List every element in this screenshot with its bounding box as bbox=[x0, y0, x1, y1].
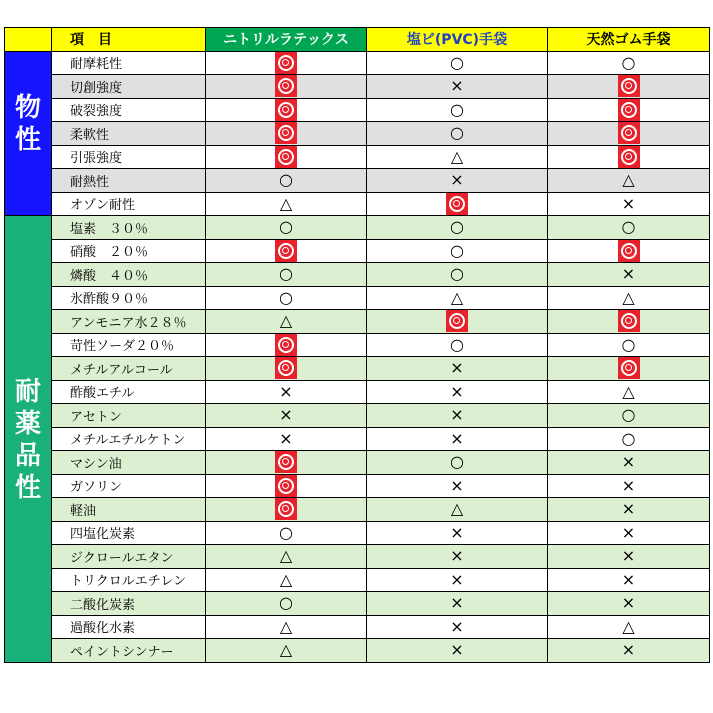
pvc-rating-cell bbox=[367, 145, 548, 169]
cross-icon: × bbox=[621, 452, 636, 472]
table-row bbox=[5, 568, 710, 592]
pvc-rating-cell bbox=[367, 568, 548, 592]
rubber-rating-cell bbox=[548, 51, 710, 75]
rubber-rating-cell bbox=[548, 216, 710, 240]
circle-icon: ○ bbox=[450, 264, 464, 284]
row-label: 過酸化水素 bbox=[52, 615, 206, 639]
cross-icon: × bbox=[450, 616, 464, 636]
table-body bbox=[5, 51, 710, 662]
double-circle-icon bbox=[275, 122, 297, 144]
cross-icon: × bbox=[279, 381, 293, 401]
cross-icon: × bbox=[621, 593, 636, 613]
nitrile-rating-cell bbox=[206, 615, 367, 639]
pvc-rating-cell bbox=[367, 239, 548, 263]
nitrile-rating-cell bbox=[206, 192, 367, 216]
category-char: 耐 bbox=[14, 377, 41, 407]
row-label: 柔軟性 bbox=[52, 122, 206, 146]
rubber-rating-cell bbox=[548, 145, 710, 169]
triangle-icon: △ bbox=[279, 311, 293, 331]
rubber-rating-cell bbox=[548, 404, 710, 428]
pvc-rating-cell bbox=[367, 122, 548, 146]
cross-icon: × bbox=[450, 546, 464, 566]
pvc-rating-cell bbox=[367, 169, 548, 193]
nitrile-rating-cell bbox=[206, 545, 367, 569]
nitrile-rating-cell bbox=[206, 474, 367, 498]
cross-icon: × bbox=[450, 475, 464, 495]
row-label: 氷酢酸９０％ bbox=[52, 286, 206, 310]
double-circle-icon bbox=[446, 193, 468, 215]
table-row bbox=[5, 239, 710, 263]
table-row bbox=[5, 615, 710, 639]
pvc-rating-cell bbox=[367, 498, 548, 522]
pvc-rating-cell bbox=[367, 521, 548, 545]
circle-icon: ○ bbox=[450, 217, 464, 237]
row-label: アセトン bbox=[52, 404, 206, 428]
circle-icon: ○ bbox=[621, 217, 636, 237]
row-label: メチルエチルケトン bbox=[52, 427, 206, 451]
pvc-rating-cell bbox=[367, 357, 548, 381]
header-nitrile: ニトリルラテックス bbox=[206, 28, 367, 52]
table-row bbox=[5, 263, 710, 287]
table-row bbox=[5, 216, 710, 240]
double-circle-icon bbox=[618, 146, 640, 168]
row-label: 酢酸エチル bbox=[52, 380, 206, 404]
row-label: オゾン耐性 bbox=[52, 192, 206, 216]
pvc-rating-cell bbox=[367, 380, 548, 404]
circle-icon: ○ bbox=[279, 522, 293, 542]
double-circle-icon bbox=[275, 498, 297, 520]
pvc-rating-cell bbox=[367, 427, 548, 451]
rubber-rating-cell bbox=[548, 592, 710, 616]
double-circle-icon bbox=[275, 99, 297, 121]
table-row bbox=[5, 474, 710, 498]
category-char: 薬 bbox=[14, 409, 41, 439]
rubber-rating-cell bbox=[548, 615, 710, 639]
circle-icon: ○ bbox=[450, 334, 464, 354]
rubber-rating-cell bbox=[548, 310, 710, 334]
header-rubber: 天然ゴム手袋 bbox=[548, 28, 710, 52]
rubber-rating-cell bbox=[548, 357, 710, 381]
circle-icon: ○ bbox=[450, 240, 464, 260]
table-row bbox=[5, 98, 710, 122]
row-label: 四塩化炭素 bbox=[52, 521, 206, 545]
cross-icon: × bbox=[450, 405, 464, 425]
physical-category-label bbox=[5, 51, 52, 216]
cross-icon: × bbox=[450, 640, 464, 660]
pvc-rating-cell bbox=[367, 216, 548, 240]
row-label: ペイントシンナー bbox=[52, 639, 206, 663]
rubber-rating-cell bbox=[548, 192, 710, 216]
nitrile-rating-cell bbox=[206, 404, 367, 428]
triangle-icon: △ bbox=[279, 193, 293, 213]
table-row bbox=[5, 51, 710, 75]
cross-icon: × bbox=[621, 640, 636, 660]
pvc-rating-cell bbox=[367, 333, 548, 357]
triangle-icon: △ bbox=[622, 381, 635, 401]
rubber-rating-cell bbox=[548, 521, 710, 545]
nitrile-rating-cell bbox=[206, 380, 367, 404]
cross-icon: × bbox=[450, 522, 464, 542]
category-char: 品 bbox=[14, 441, 41, 471]
cross-icon: × bbox=[621, 193, 636, 213]
nitrile-rating-cell bbox=[206, 98, 367, 122]
row-label: 引張強度 bbox=[52, 145, 206, 169]
cross-icon: × bbox=[621, 264, 636, 284]
triangle-icon: △ bbox=[622, 287, 635, 307]
triangle-icon: △ bbox=[450, 287, 464, 307]
row-label: ジクロールエタン bbox=[52, 545, 206, 569]
nitrile-rating-cell bbox=[206, 568, 367, 592]
double-circle-icon bbox=[618, 99, 640, 121]
nitrile-rating-cell bbox=[206, 451, 367, 475]
double-circle-icon bbox=[275, 146, 297, 168]
table-row bbox=[5, 357, 710, 381]
row-label: 燐酸 ４０％ bbox=[52, 263, 206, 287]
circle-icon: ○ bbox=[450, 452, 464, 472]
circle-icon: ○ bbox=[279, 264, 293, 284]
rubber-rating-cell bbox=[548, 380, 710, 404]
double-circle-icon bbox=[618, 310, 640, 332]
circle-icon: ○ bbox=[621, 334, 636, 354]
table-row bbox=[5, 521, 710, 545]
category-char: 性 bbox=[14, 473, 41, 503]
table-row bbox=[5, 427, 710, 451]
pvc-rating-cell bbox=[367, 474, 548, 498]
rubber-rating-cell bbox=[548, 451, 710, 475]
pvc-rating-cell bbox=[367, 192, 548, 216]
chemical-category-label bbox=[5, 216, 52, 663]
double-circle-icon bbox=[618, 122, 640, 144]
row-label: トリクロルエチレン bbox=[52, 568, 206, 592]
table-row bbox=[5, 380, 710, 404]
table-row bbox=[5, 498, 710, 522]
circle-icon: ○ bbox=[279, 287, 293, 307]
nitrile-rating-cell bbox=[206, 521, 367, 545]
circle-icon: ○ bbox=[450, 99, 464, 119]
row-label: 耐摩耗性 bbox=[52, 51, 206, 75]
nitrile-rating-cell bbox=[206, 310, 367, 334]
table-row bbox=[5, 404, 710, 428]
nitrile-rating-cell bbox=[206, 169, 367, 193]
table-row bbox=[5, 286, 710, 310]
pvc-rating-cell bbox=[367, 545, 548, 569]
double-circle-icon bbox=[275, 334, 297, 356]
table-row bbox=[5, 545, 710, 569]
pvc-rating-cell bbox=[367, 310, 548, 334]
cross-icon: × bbox=[450, 76, 464, 96]
nitrile-rating-cell bbox=[206, 216, 367, 240]
rubber-rating-cell bbox=[548, 75, 710, 99]
circle-icon: ○ bbox=[279, 593, 293, 613]
nitrile-rating-cell bbox=[206, 51, 367, 75]
triangle-icon: △ bbox=[279, 546, 293, 566]
cross-icon: × bbox=[450, 381, 464, 401]
pvc-rating-cell bbox=[367, 51, 548, 75]
category-char: 物 bbox=[14, 92, 41, 123]
rubber-rating-cell bbox=[548, 545, 710, 569]
row-label: 耐熱性 bbox=[52, 169, 206, 193]
circle-icon: ○ bbox=[450, 123, 464, 143]
table-row bbox=[5, 122, 710, 146]
row-label: 切創強度 bbox=[52, 75, 206, 99]
rubber-rating-cell bbox=[548, 568, 710, 592]
table-row bbox=[5, 145, 710, 169]
row-label: 塩素 ３０％ bbox=[52, 216, 206, 240]
double-circle-icon bbox=[618, 240, 640, 262]
rubber-rating-cell bbox=[548, 639, 710, 663]
triangle-icon: △ bbox=[279, 640, 293, 660]
nitrile-rating-cell bbox=[206, 333, 367, 357]
nitrile-rating-cell bbox=[206, 145, 367, 169]
nitrile-rating-cell bbox=[206, 239, 367, 263]
triangle-icon: △ bbox=[622, 616, 635, 636]
rubber-rating-cell bbox=[548, 333, 710, 357]
double-circle-icon bbox=[275, 451, 297, 473]
nitrile-rating-cell bbox=[206, 498, 367, 522]
triangle-icon: △ bbox=[622, 170, 635, 190]
circle-icon: ○ bbox=[621, 428, 636, 448]
cross-icon: × bbox=[279, 428, 293, 448]
table-row bbox=[5, 592, 710, 616]
table-row bbox=[5, 169, 710, 193]
pvc-rating-cell bbox=[367, 451, 548, 475]
double-circle-icon bbox=[618, 75, 640, 97]
double-circle-icon bbox=[275, 75, 297, 97]
double-circle-icon bbox=[275, 357, 297, 379]
glove-comparison-table bbox=[4, 27, 710, 663]
pvc-rating-cell bbox=[367, 98, 548, 122]
header-pvc: 塩ビ(PVC)手袋 bbox=[367, 28, 548, 52]
nitrile-rating-cell bbox=[206, 75, 367, 99]
cross-icon: × bbox=[621, 522, 636, 542]
pvc-rating-cell bbox=[367, 75, 548, 99]
row-label: ガソリン bbox=[52, 474, 206, 498]
nitrile-rating-cell bbox=[206, 639, 367, 663]
table-row bbox=[5, 75, 710, 99]
rubber-rating-cell bbox=[548, 239, 710, 263]
cross-icon: × bbox=[621, 499, 636, 519]
rubber-rating-cell bbox=[548, 427, 710, 451]
pvc-rating-cell bbox=[367, 592, 548, 616]
rubber-rating-cell bbox=[548, 286, 710, 310]
pvc-rating-cell bbox=[367, 286, 548, 310]
cross-icon: × bbox=[621, 546, 636, 566]
cross-icon: × bbox=[621, 475, 636, 495]
table-row bbox=[5, 451, 710, 475]
circle-icon: ○ bbox=[621, 52, 636, 72]
double-circle-icon bbox=[618, 357, 640, 379]
pvc-rating-cell bbox=[367, 404, 548, 428]
cross-icon: × bbox=[450, 428, 464, 448]
pvc-rating-cell bbox=[367, 263, 548, 287]
cross-icon: × bbox=[450, 170, 464, 190]
header-row bbox=[5, 28, 710, 52]
circle-icon: ○ bbox=[621, 405, 636, 425]
nitrile-rating-cell bbox=[206, 357, 367, 381]
rubber-rating-cell bbox=[548, 98, 710, 122]
nitrile-rating-cell bbox=[206, 427, 367, 451]
rubber-rating-cell bbox=[548, 263, 710, 287]
double-circle-icon bbox=[275, 52, 297, 74]
circle-icon: ○ bbox=[279, 217, 293, 237]
row-label: メチルアルコール bbox=[52, 357, 206, 381]
table-row bbox=[5, 639, 710, 663]
triangle-icon: △ bbox=[279, 616, 293, 636]
table-row bbox=[5, 310, 710, 334]
row-label: 硝酸 ２０％ bbox=[52, 239, 206, 263]
row-label: 破裂強度 bbox=[52, 98, 206, 122]
nitrile-rating-cell bbox=[206, 122, 367, 146]
row-label: マシン油 bbox=[52, 451, 206, 475]
row-label: 苛性ソーダ２０％ bbox=[52, 333, 206, 357]
triangle-icon: △ bbox=[450, 146, 464, 166]
circle-icon: ○ bbox=[450, 52, 464, 72]
circle-icon: ○ bbox=[279, 170, 293, 190]
row-label: 二酸化炭素 bbox=[52, 592, 206, 616]
pvc-rating-cell bbox=[367, 615, 548, 639]
rubber-rating-cell bbox=[548, 474, 710, 498]
table-row bbox=[5, 192, 710, 216]
table-row bbox=[5, 333, 710, 357]
triangle-icon: △ bbox=[450, 499, 464, 519]
cross-icon: × bbox=[621, 569, 636, 589]
nitrile-rating-cell bbox=[206, 263, 367, 287]
rubber-rating-cell bbox=[548, 169, 710, 193]
header-item: 項 目 bbox=[52, 28, 206, 52]
row-label: アンモニア水２８％ bbox=[52, 310, 206, 334]
row-label: 軽油 bbox=[52, 498, 206, 522]
double-circle-icon bbox=[275, 240, 297, 262]
double-circle-icon bbox=[275, 475, 297, 497]
pvc-rating-cell bbox=[367, 639, 548, 663]
rubber-rating-cell bbox=[548, 122, 710, 146]
nitrile-rating-cell bbox=[206, 286, 367, 310]
triangle-icon: △ bbox=[279, 569, 293, 589]
cross-icon: × bbox=[450, 358, 464, 378]
double-circle-icon bbox=[446, 310, 468, 332]
cross-icon: × bbox=[450, 569, 464, 589]
header-blank-cell bbox=[5, 28, 52, 52]
rubber-rating-cell bbox=[548, 498, 710, 522]
category-char: 性 bbox=[14, 124, 41, 155]
nitrile-rating-cell bbox=[206, 592, 367, 616]
cross-icon: × bbox=[279, 405, 293, 425]
cross-icon: × bbox=[450, 593, 464, 613]
